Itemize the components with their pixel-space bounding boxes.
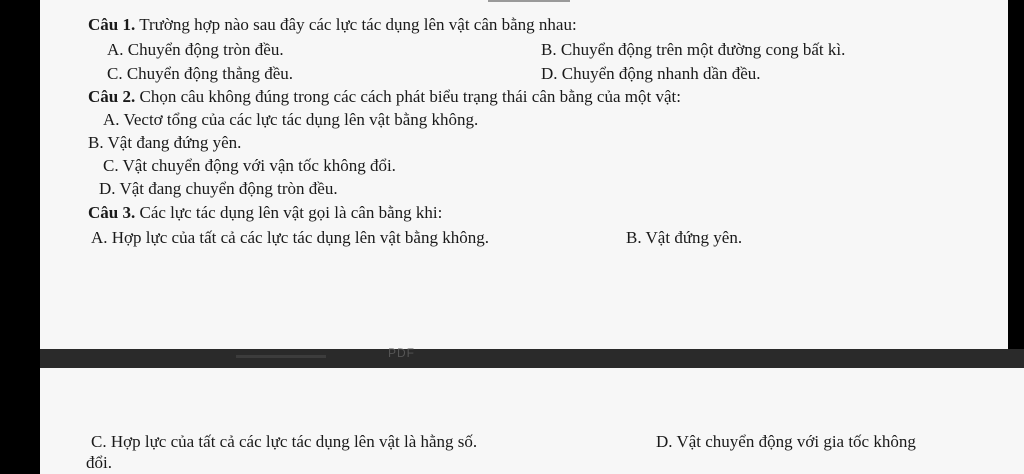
question-1-number: Câu 1. [88,15,136,34]
question-1-option-a: A. Chuyển động tròn đều. [107,40,284,59]
question-3-text: Các lực tác dụng lên vật gọi là cân bằng khi: [139,203,443,222]
question-2-option-b: B. Vật đang đứng yên. [88,133,242,152]
question-3-option-c: C. Hợp lực của tất cả các lực tác dụng lên vật là hằng số. [91,432,478,451]
question-2-option-c: C. Vật chuyển động với vận tốc không đổi. [103,156,396,175]
question-3 [88,203,442,223]
question-3-option-a: A. Hợp lực của tất cả các lực tác dụng lên vật bằng không. [91,228,489,247]
question-1-option-d: D. Chuyển động nhanh dần đều. [541,64,761,83]
question-2-option-a: A. Vectơ tổng của các lực tác dụng lên vật bằng không. [103,110,479,129]
question-2-number: Câu 2. [88,87,136,106]
divider-mark [236,355,326,358]
top-rule [488,0,570,2]
question-1-option-b: B. Chuyển động trên một đường cong bất kì. [541,40,846,59]
question-1-text: Trường hợp nào sau đây các lực tác dụng lên vật cân bằng nhau: [139,15,577,34]
question-2-option-d: D. Vật đang chuyển động tròn đều. [99,179,338,198]
question-3-number: Câu 3. [88,203,136,222]
page-divider [40,349,1024,368]
question-3-option-d-continuation: đổi. [86,453,112,472]
divider-watermark-text: PDF [388,346,415,360]
question-1-option-c: C. Chuyển động thẳng đều. [107,64,294,83]
question-2-text: Chọn câu không đúng trong các cách phát biểu trạng thái cân bằng của một vật: [139,87,681,106]
question-3-option-b: B. Vật đứng yên. [626,228,743,247]
question-2 [88,87,681,107]
question-3-option-d: D. Vật chuyển động với gia tốc không [656,432,916,451]
page-sheet-bottom [40,368,1024,474]
question-1 [88,15,577,35]
